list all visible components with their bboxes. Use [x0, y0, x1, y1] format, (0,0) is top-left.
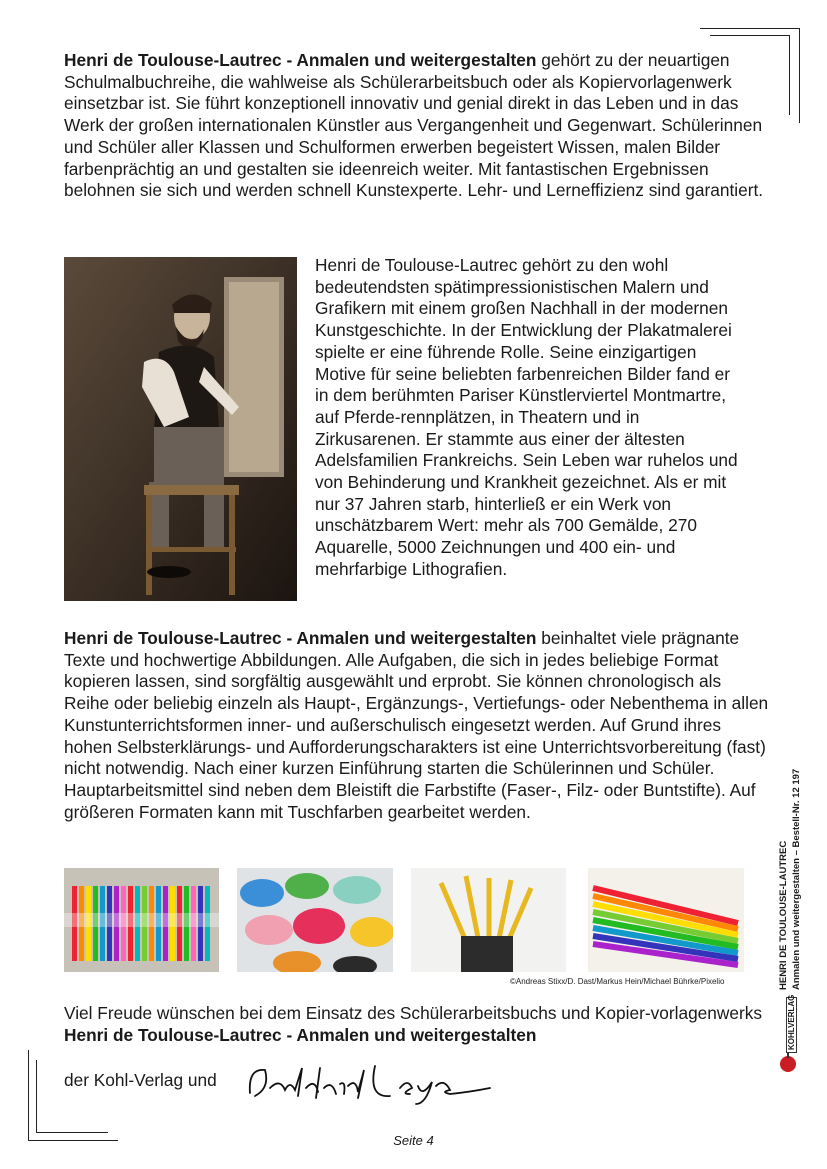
colored-pencils-photo [588, 868, 744, 972]
gel-pens-photo [64, 868, 219, 972]
corner-top-right-h1 [700, 28, 800, 29]
kohl-verlag-logo-text: KOHLVERLAG [786, 997, 797, 1053]
corner-bottom-left-v1 [28, 1050, 29, 1140]
page-number: Seite 4 [393, 1133, 434, 1148]
corner-top-right-v1 [799, 28, 800, 123]
photo-credit: ©Andreas Stixx/D. Dast/Markus Hein/Michael Bührke/Pixelio [510, 977, 725, 986]
content-title: Henri de Toulouse-Lautrec - Anmalen und weitergestalten [64, 628, 537, 648]
intro-title: Henri de Toulouse-Lautrec - Anmalen und weitergestalten [64, 50, 537, 70]
content-paragraph [64, 628, 769, 823]
pencils-in-cup-photo [411, 868, 566, 972]
watercolor-paints-photo [237, 868, 393, 972]
biography-paragraph: Henri de Toulouse-Lautrec gehört zu den wohl bedeutendsten spätimpressionistischen Malern und Grafikern mit einem großen Nachhall in der modernen Kunstgeschichte. In der Entwicklung der Plakatmalerei spielte er eine führende Rolle. Seine einzigartigen Motive für seine beliebten farbenreichen Bilder fand er in dem berühmten Pariser Künstlerviertel Montmartre, auf Pferde-rennplätzen, in Theatern und in Zirkusarenen. Er stammte aus einer der ältesten Adelsfamilien Frankreichs. Sein Leben war ruhelos und von Behinderung und Krankheit gezeichnet. Als er mit nur 37 Jahren starb, hinterließ er ein Werk von unschätzbarem Wert: mehr als 700 Gemälde, 270 Aquarelle, 5000 Zeichnungen und 400 ein- und mehrfarbige Lithografien. [315, 255, 738, 579]
intro-text: gehört zu der neuartigen Schulmalbuchreihe, die wahlweise als Schülerarbeitsbuch oder als Kopiervorlagenwerk einsetzbar ist. Sie führt konzeptionell innovativ und genial direkt in das Leben und in das Werk der großen internationalen Künstler aus Vergangenheit und Gegenwart. Schülerinnen und Schüler aller Klassen und Schulformen erwerben begeistert Wissen, malen Bilder farbenprächtig an und gestalten sie ideenreich weiter. Mit fantastischen Ergebnissen belohnen sie sich und werden schnell Kunstexperte. Lehr- und Lerneffizienz sind garantiert. [64, 50, 764, 201]
corner-bottom-left-v2 [36, 1060, 37, 1132]
closing-title: Henri de Toulouse-Lautrec - Anmalen und weitergestalten [64, 1024, 537, 1045]
handwritten-signature [240, 1058, 500, 1113]
closing-paragraph [64, 1003, 764, 1046]
corner-top-right-h2 [710, 35, 790, 36]
sidebar-order-number: Anmalen und weitergestalten – Bestell-Nr. 12 197 [791, 768, 802, 990]
sidebar-series-title: HENRI DE TOULOUSE-LAUTREC [778, 840, 789, 990]
intro-paragraph [64, 50, 764, 202]
artist-portrait-photo [64, 257, 297, 601]
content-text: beinhaltet viele prägnante Texte und hochwertige Abbildungen. Alle Aufgaben, die sich in jedes beliebige Format kopieren lassen, sind sorgfältig ausgewählt und erprobt. Sie können chronologisch als Reihe oder beliebig einzeln als Haupt-, Ergänzungs-, Vertiefungs- oder Nebenthema in allen Kunstunterrichtsformen inner- und außerschulisch eingesetzt werden. Auf Grund ihres hohen Selbsterklärungs- und Aufforderungscharakters ist eine Unterrichtsvorbereitung (fast) nicht notwendig. Nach einer kurzen Einführung starten die Schülerinnen und Schüler. Hauptarbeitsmittel sind neben dem Bleistift die Farbstifte (Faser-, Filz- oder Buntstifte). Auf größeren Formaten kann mit Tuschfarben gearbeitet werden. [64, 628, 769, 822]
closing-text: Viel Freude wünschen bei dem Einsatz des Schülerarbeitsbuchs und Kopier-vorlagenwerks [64, 1003, 763, 1023]
closing-signoff: der Kohl-Verlag und [64, 1070, 217, 1090]
kohl-verlag-logo [772, 994, 804, 1075]
corner-top-right-v2 [789, 35, 790, 115]
